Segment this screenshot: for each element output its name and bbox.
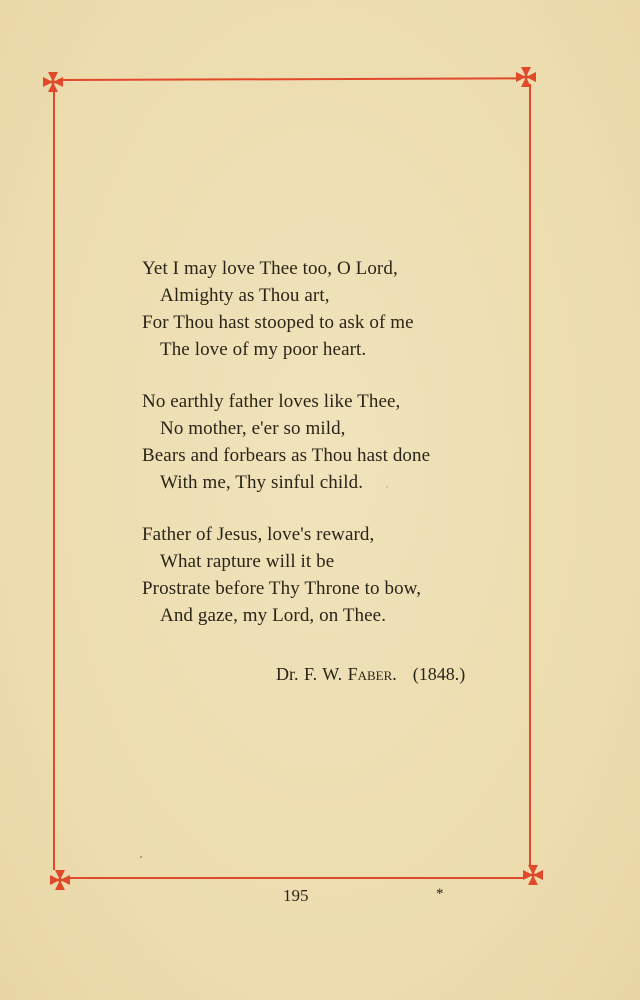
attribution (276, 664, 465, 685)
cross-pattee-icon (42, 71, 64, 93)
poem-line: Prostrate before Thy Throne to bow, (142, 578, 422, 599)
border-top-rule (58, 77, 520, 81)
border-left-rule (53, 90, 55, 870)
poem-line: Bears and forbears as Thou hast done (142, 445, 431, 466)
border-bottom-rule (68, 877, 525, 879)
poem-line: Yet I may love Thee too, O Lord, (142, 258, 398, 279)
poem-line: No earthly father loves like Thee, (142, 391, 401, 412)
poem-line: Almighty as Thou art, (160, 285, 330, 306)
poem-line: No mother, e'er so mild, (160, 418, 346, 439)
cross-pattee-icon (515, 66, 537, 88)
stanza-3 (142, 521, 482, 629)
poem-line: With me, Thy sinful child. (160, 472, 364, 493)
paper-speck (140, 856, 142, 858)
paper-speck (386, 486, 388, 488)
poem-line: What rapture will it be (160, 551, 335, 572)
poem-line: The love of my poor heart. (160, 339, 367, 360)
poem (142, 255, 482, 654)
page-number: 195 (283, 886, 309, 905)
cross-pattee-icon (49, 869, 71, 891)
stanza-2 (142, 388, 482, 496)
border-right-rule (529, 84, 531, 866)
poem-line: And gaze, my Lord, on Thee. (160, 605, 387, 626)
poem-line: Father of Jesus, love's reward, (142, 524, 375, 545)
stanza-1 (142, 255, 482, 363)
cross-pattee-icon (522, 864, 544, 886)
poem-line: For Thou hast stooped to ask of me (142, 312, 414, 333)
publication-year: (1848.) (412, 664, 466, 684)
signature-mark: * (436, 886, 444, 902)
author-name: Faber. (347, 664, 397, 684)
author-prefix: Dr. F. W. (276, 664, 348, 684)
